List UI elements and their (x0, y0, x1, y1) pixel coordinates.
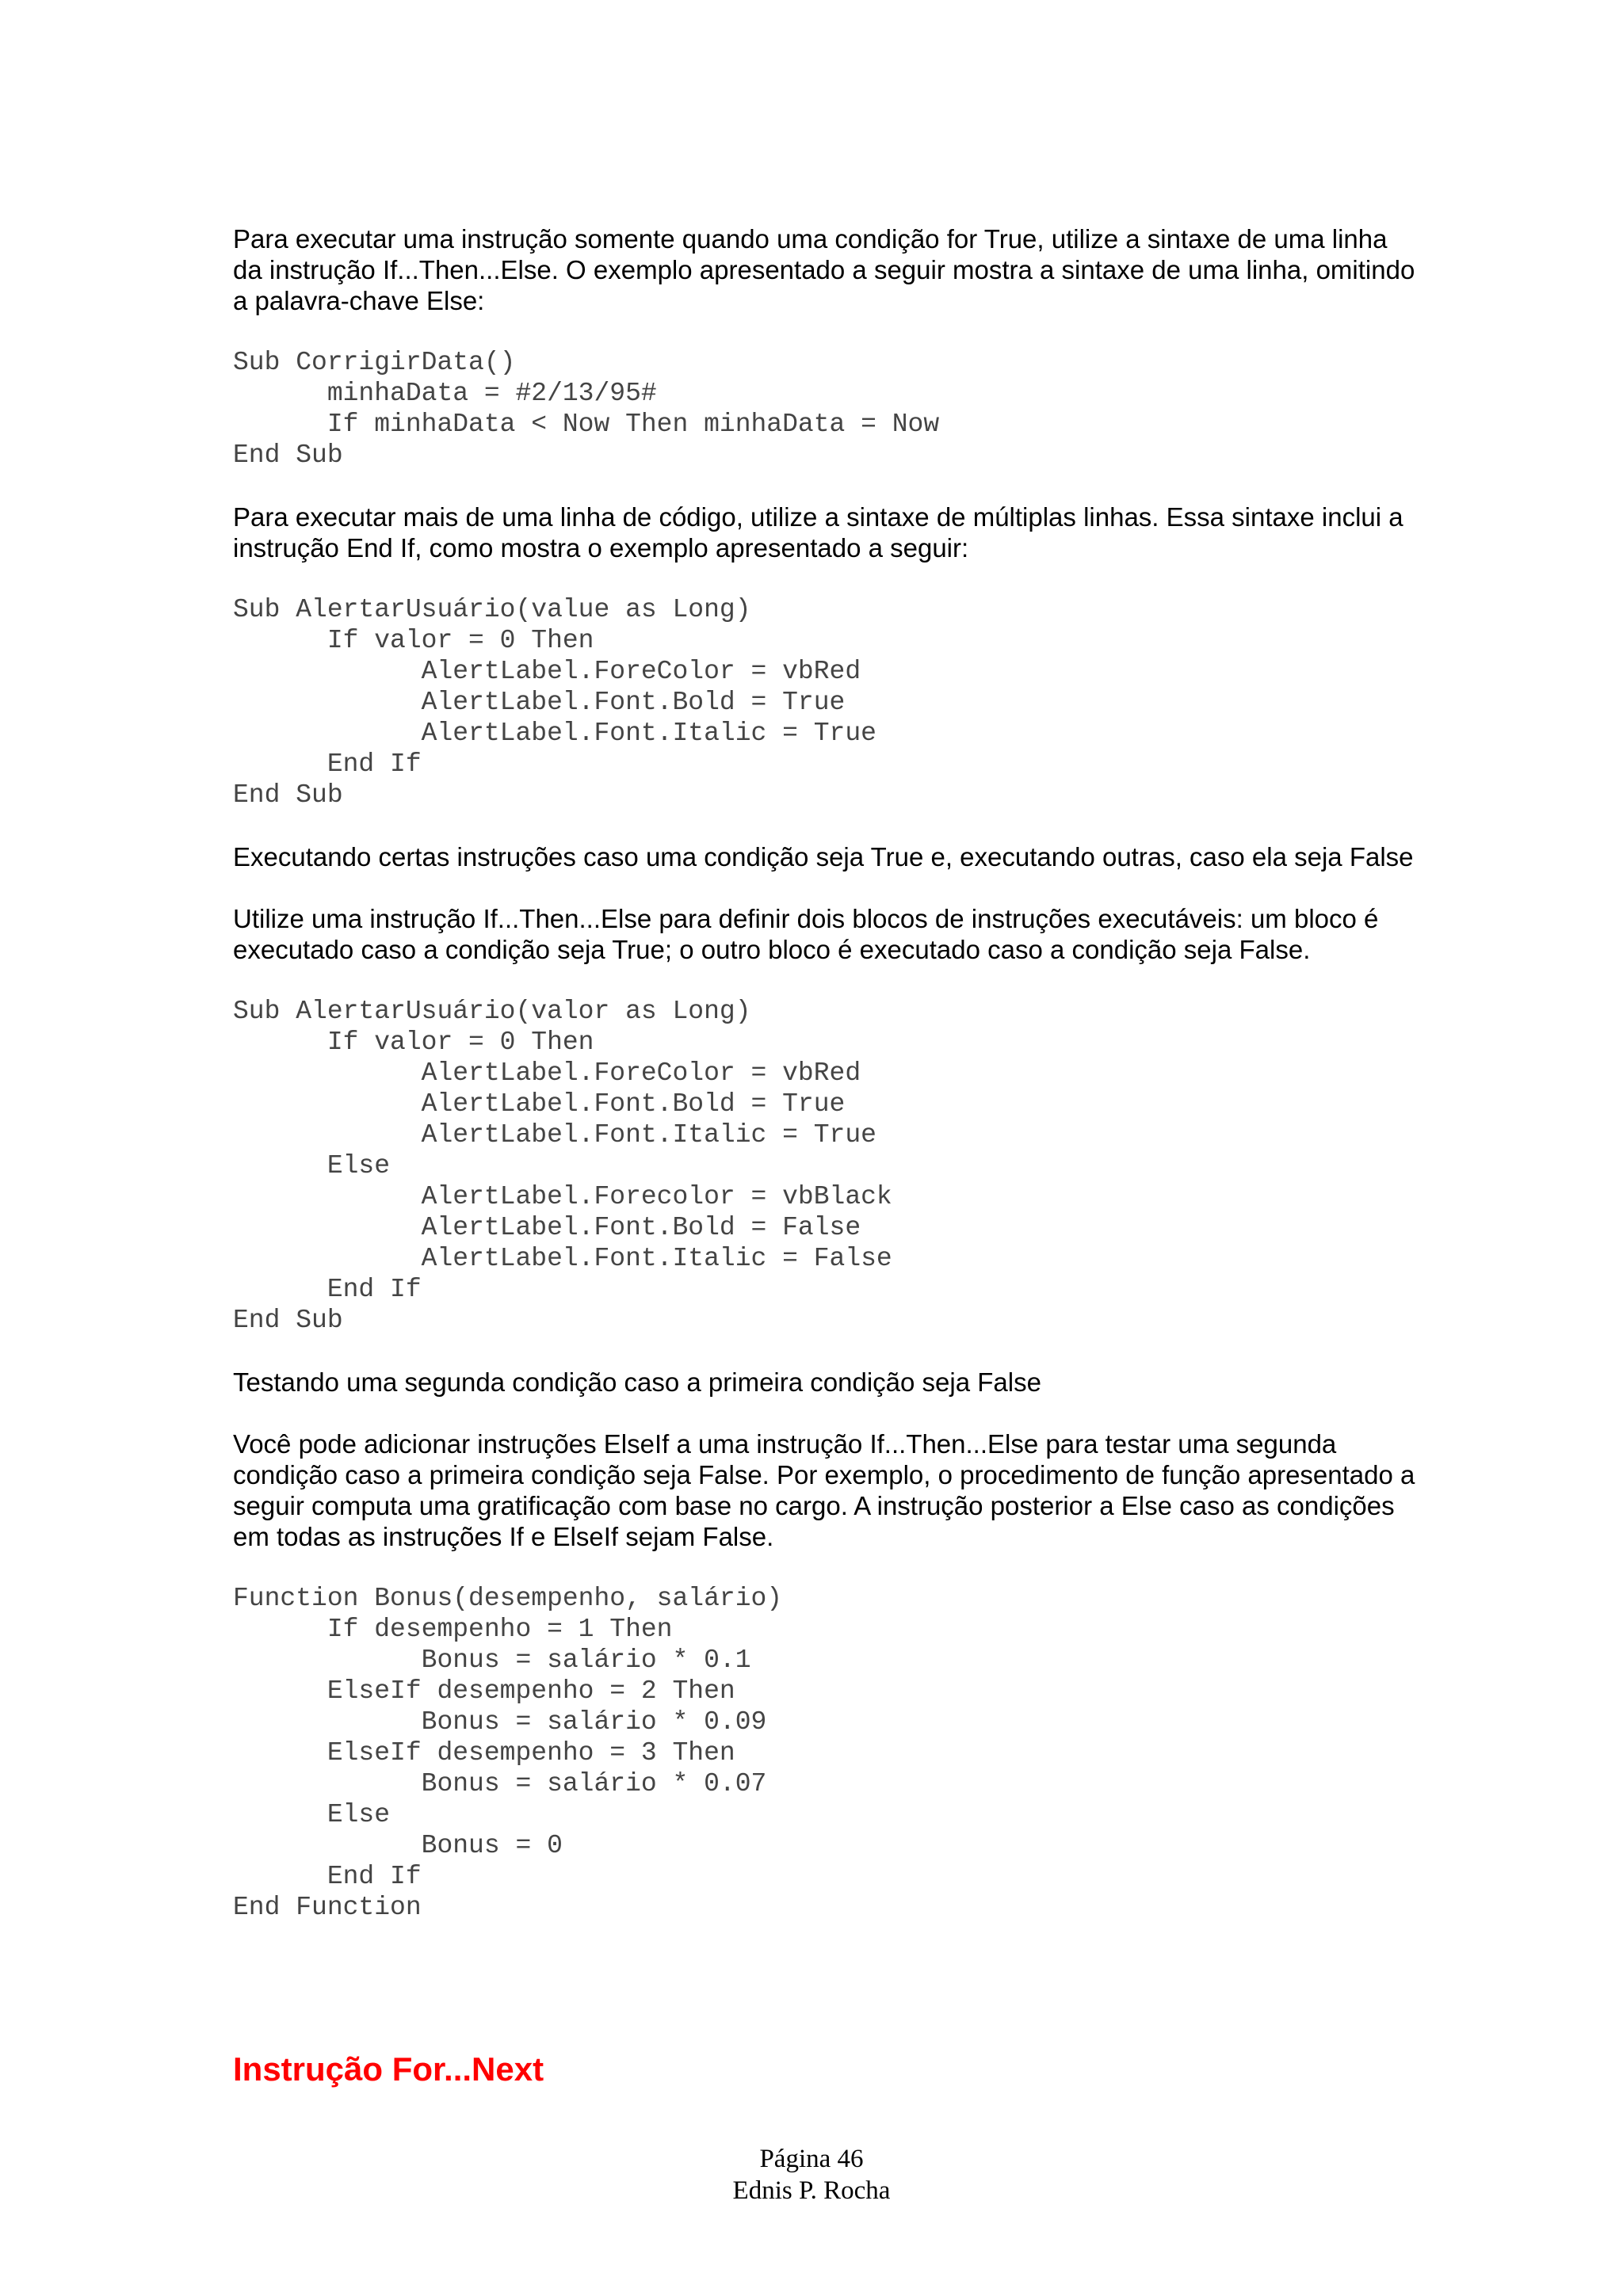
code-block-corrigir-data: Sub CorrigirData() minhaData = #2/13/95# If minhaData < Now Then minhaData = Now End Sub (233, 348, 940, 470)
code-block-function-bonus: Function Bonus(desempenho, salário) If desempenho = 1 Then Bonus = salário * 0.1 ElseIf desempenho = 2 Then Bonus = salário * 0.09 ElseIf desempenho = 3 Then Bonus = salário * 0.07 Else Bonus = 0 End If End Function (233, 1584, 783, 1922)
code-block-alertar-usuario-2: Sub AlertarUsuário(valor as Long) If valor = 0 Then AlertLabel.ForeColor = vbRed AlertLabel.Font.Bold = True AlertLabel.Font.Italic = True Else AlertLabel.Forecolor = vbBlack AlertLabel.Font.Bold = False AlertLabel.Font.Italic = False End If End Sub (233, 997, 892, 1335)
section-heading-for-next: Instrução For...Next (233, 2050, 544, 2088)
subheading-second-condition: Testando uma segunda condição caso a primeira condição seja False (233, 1367, 1041, 1397)
code-block-alertar-usuario-1: Sub AlertarUsuário(value as Long) If valor = 0 Then AlertLabel.ForeColor = vbRed AlertLabel.Font.Bold = True AlertLabel.Font.Italic = True End If End Sub (233, 595, 876, 810)
page-number: Página 46 (759, 2145, 864, 2173)
paragraph-if-single-line: Para executar uma instrução somente quando uma condição for True, utilize a sintaxe de uma linha da instrução If...Then...Else. O exemplo apresentado a seguir mostra a sintaxe de uma linha, omitindo a palavra-chave Else: (233, 224, 1415, 315)
page-content (233, 223, 1485, 1923)
paragraph-multi-line: Para executar mais de uma linha de código, utilize a sintaxe de múltiplas linhas. Essa sintaxe inclui a instrução End If, como mostra o exemplo apresentado a seguir: (233, 502, 1403, 563)
paragraph-two-blocks: Utilize uma instrução If...Then...Else para definir dois blocos de instruções executáveis: um bloco é executado caso a condição seja True; o outro bloco é executado caso a condição seja False. (233, 904, 1379, 964)
footer-author: Ednis P. Rocha (732, 2176, 891, 2205)
paragraph-elseif: Você pode adicionar instruções ElseIf a uma instrução If...Then...Else para testar uma segunda condição caso a primeira condição seja False. Por exemplo, o procedimento de função apresentado a seguir computa uma gratificação com base no cargo. A instrução posterior a Else caso as condições em todas as instruções If e ElseIf sejam False. (233, 1429, 1415, 1551)
subheading-true-false: Executando certas instruções caso uma condição seja True e, executando outras, caso ela seja False (233, 842, 1414, 871)
page-footer (0, 2143, 1623, 2206)
